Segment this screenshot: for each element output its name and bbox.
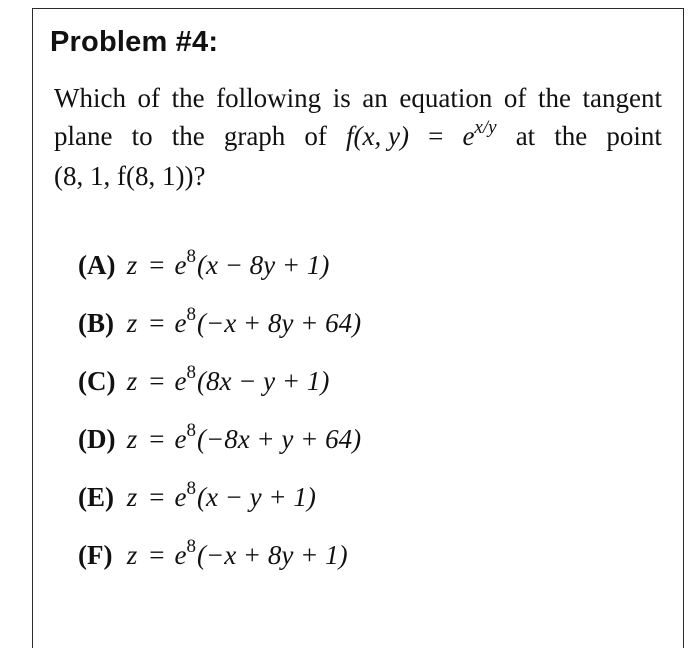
- question-word: the: [554, 121, 588, 151]
- option-base: e: [174, 250, 187, 280]
- option-base: e: [174, 540, 187, 570]
- option-exponent: 8: [186, 246, 196, 267]
- option-base: e: [174, 482, 187, 512]
- equals-sign: =: [428, 121, 444, 151]
- option-variable: z: [126, 308, 138, 338]
- option-variable: z: [126, 424, 138, 454]
- option-exponent: 8: [186, 478, 196, 499]
- question-word: graph: [223, 121, 286, 151]
- answer-option-a[interactable]: [78, 245, 361, 303]
- question-word: plane: [54, 121, 113, 151]
- option-equals: =: [149, 250, 165, 280]
- question-word: point: [606, 121, 662, 151]
- option-label: (B): [78, 308, 114, 338]
- question-word: the: [171, 121, 205, 151]
- answer-option-f[interactable]: [78, 535, 361, 593]
- option-exponent: 8: [186, 536, 196, 557]
- function-name: f(x, y): [346, 121, 409, 151]
- question-word: of: [304, 121, 327, 151]
- option-equals: =: [149, 366, 165, 396]
- function-exponent: x/y: [474, 117, 497, 138]
- option-variable: z: [126, 366, 138, 396]
- option-variable: z: [126, 482, 138, 512]
- question-line-2: [54, 116, 662, 160]
- option-equals: =: [149, 424, 165, 454]
- problem-title: Problem #4:: [50, 26, 219, 58]
- option-exponent: 8: [186, 420, 196, 441]
- option-base: e: [174, 308, 187, 338]
- option-variable: z: [126, 540, 138, 570]
- option-expression: (x − y + 1): [196, 482, 316, 512]
- option-equals: =: [149, 308, 165, 338]
- option-equals: =: [149, 540, 165, 570]
- option-label: (F): [78, 540, 113, 570]
- option-expression: (−8x + y + 64): [196, 424, 362, 454]
- question-line-3: (8, 1, f(8, 1))?: [54, 161, 206, 191]
- function-definition: [462, 116, 496, 160]
- question-word: at: [515, 121, 536, 151]
- answer-options: [78, 245, 361, 593]
- function-base: e: [462, 121, 475, 151]
- question-line-1: Which of the following is an equation of the tangent: [54, 83, 662, 113]
- answer-option-b[interactable]: [78, 303, 361, 361]
- option-label: (E): [78, 482, 114, 512]
- option-variable: z: [126, 250, 138, 280]
- answer-option-c[interactable]: [78, 361, 361, 419]
- question-word: to: [131, 121, 153, 151]
- option-label: (A): [78, 250, 116, 280]
- answer-option-e[interactable]: [78, 477, 361, 535]
- option-expression: (8x − y + 1): [196, 366, 330, 396]
- answer-option-d[interactable]: [78, 419, 361, 477]
- option-base: e: [174, 366, 187, 396]
- option-label: (C): [78, 366, 116, 396]
- option-exponent: 8: [186, 304, 196, 325]
- option-expression: (−x + 8y + 64): [196, 308, 362, 338]
- option-equals: =: [149, 482, 165, 512]
- option-expression: (x − 8y + 1): [196, 250, 330, 280]
- option-exponent: 8: [186, 362, 196, 383]
- option-base: e: [174, 424, 187, 454]
- option-expression: (−x + 8y + 1): [196, 540, 348, 570]
- option-label: (D): [78, 424, 116, 454]
